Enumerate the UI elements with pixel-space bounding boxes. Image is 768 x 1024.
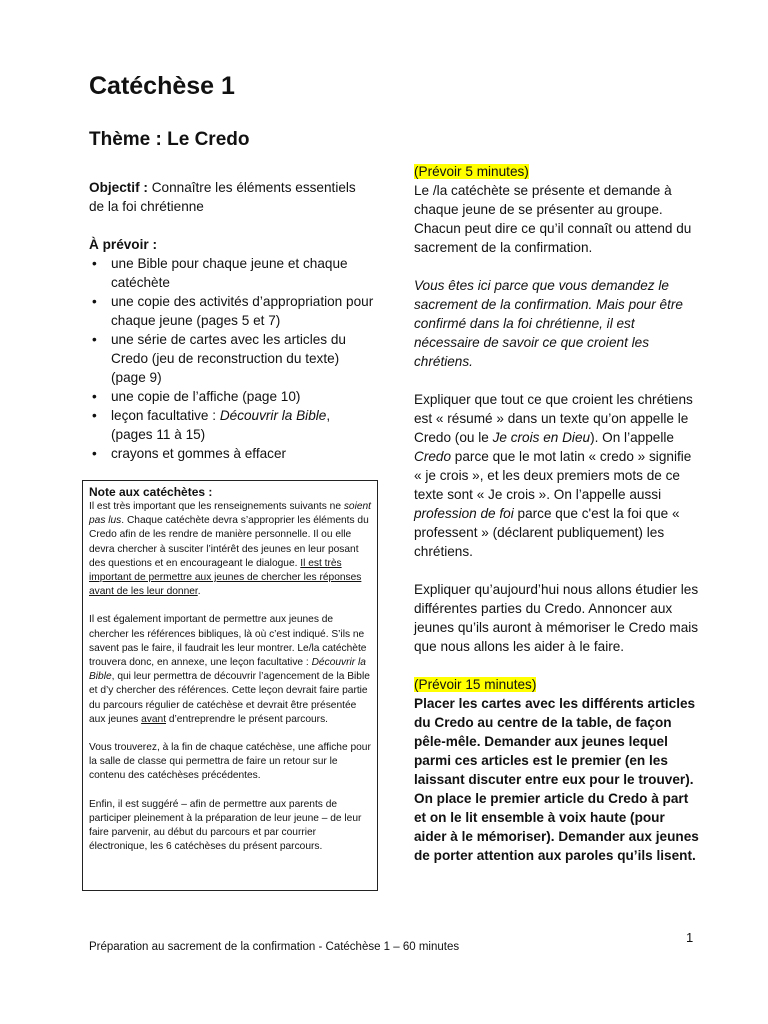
list-item: • une Bible pour chaque jeune et chaque catéchète [111,254,374,292]
instruction-paragraph: Expliquer qu’aujourd’hui nous allons étudier les différentes parties du Credo. Annoncer aux jeunes qu’ils auront à mémoriser le Credo mais que nous allons les aider à le faire. [414,582,699,654]
script-text: Vous êtes ici parce que vous demandez le sacrement de la confirmation. Mais pour être confirmé dans la foi chrétienne, il est nécessaire de savoir ce que croient les chrétiens. [414,278,683,369]
instruction-text: parce que le mot latin « credo » signifie « je crois », et les deux premiers mots de ce texte sont « Je crois ». On l’appelle aussi [414,449,692,502]
list-item-text: , (pages 11 à 15) [111,408,331,442]
instruction-emphasis: Credo [414,449,452,464]
activity-paragraph: Placer les cartes avec les différents articles du Credo au centre de la table, de façon pêle-mêle. Demander aux jeunes lequel parmi ces articles est le premier (en les laissant discuter entre eux pour le trouver). On place le premier article du Credo à part et on le lit ensemble à voix haute (pour aider à le mémoriser). Demander aux jeunes de porter attention aux paroles qu’ils lisent. [414,696,699,863]
note-emphasis: Découvrir la Bible [89,657,366,683]
instruction-emphasis: profession de foi [414,506,514,521]
page-number: 1 [686,930,694,945]
left-column [89,178,374,463]
note-underline: Il est très important de permettre aux jeunes de chercher les réponses avant de les leur donner [89,557,362,598]
timing-highlight: (Prévoir 5 minutes) [414,164,529,179]
list-item: • une copie de l’affiche (page 10) [111,387,374,406]
note-text: . [197,586,201,598]
instruction-paragraph: Le /la catéchète se présente et demande à chaque jeune de se présenter au groupe. Chacun peut dire ce qu’il connaît ou attend du sacrement de la confirmation. [414,183,692,255]
objective-text: Connaître les éléments essentiels de la foi chrétienne [89,180,356,214]
list-item [111,406,374,444]
footer-text: Préparation au sacrement de la confirmation - Catéchèse 1 – 60 minutes [89,941,460,953]
note-title: Note aux catéchètes : [89,485,213,499]
note-text: . Chaque catéchète devra s’approprier les éléments du Credo afin de les rendre de manière personnelle. Il ou elle devra chercher à susciter l’intérêt des jeunes en leur posant des questions et en encourageant le dialogue. [89,515,369,569]
note-paragraph [89,613,371,727]
right-column [414,162,699,884]
instruction-paragraph [414,390,699,561]
prevoir-list [89,254,374,463]
note-text: , qui leur permettra de découvrir l’agencement de la Bible et d’y chercher des références. Cette leçon devrait faire partie du parcours régulier de catéchèse et devrait être présentée aux jeunes [89,671,370,725]
instruction-text: Expliquer que tout ce que croient les chrétiens est « résumé » dans un texte qu’on appelle le Credo (ou le [414,392,693,445]
note-paragraph: Vous trouverez, à la fin de chaque catéchèse, une affiche pour la salle de classe qui permettra de faire un retour sur le contenu des catéchèses précédentes. [89,742,371,782]
instruction-text: ). On l’appelle [590,430,674,445]
list-item: • une série de cartes avec les articles du Credo (jeu de reconstruction du texte) (page 9) [111,330,374,387]
instruction-emphasis: Je crois en Dieu [492,430,591,445]
list-item-emphasis: Découvrir la Bible [219,408,327,423]
note-text: d’entreprendre le présent parcours. [166,713,328,725]
script-paragraph [414,276,699,371]
page-title: Catéchèse 1 [89,72,235,100]
note-emphasis: soient pas lus [89,501,372,527]
list-item: • crayons et gommes à effacer [111,444,374,463]
objective-label: Objectif : [89,180,148,195]
note-box [82,480,378,891]
prevoir-label: À prévoir : [89,237,157,252]
note-paragraph [89,500,371,599]
list-item: • une copie des activités d’appropriation pour chaque jeune (pages 5 et 7) [111,292,374,330]
theme-heading: Thème : Le Credo [89,129,250,150]
note-underline: avant [141,713,167,725]
note-text: Il est également important de permettre aux jeunes de chercher les références bibliques, là où c’est indiqué. S’ils ne savent pas le faire, il faudrait les leur montrer. Le/la catéchète trouvera donc, en annexe, une leçon facultative : [89,614,367,669]
note-paragraph: Enfin, il est suggéré – afin de permettre aux parents de participer pleinement à la préparation de leur jeune – de leur faire parvenir, au début du parcours et par courrier électronique, les 6 catéchèses du présent parcours. [89,798,362,853]
note-text: Il est très important que les renseignements suivants ne [89,501,344,512]
list-item-text: leçon facultative : [111,408,220,423]
objective [89,178,374,216]
timing-highlight: (Prévoir 15 minutes) [414,677,537,692]
instruction-text: parce que c'est la foi que « professent » (déclarent publiquement) les chrétiens. [414,506,680,559]
